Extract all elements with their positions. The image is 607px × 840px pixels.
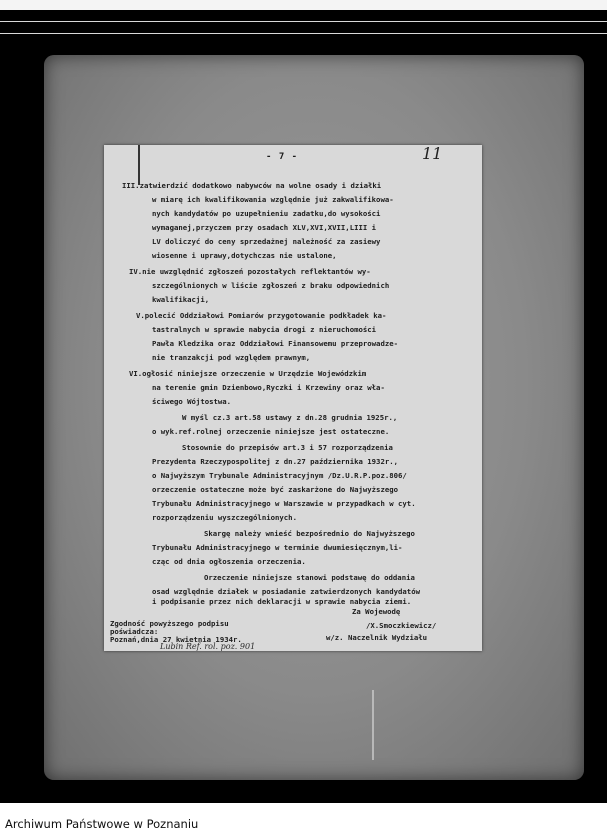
text-line: wymaganej,przyczem przy osadach XLV,XVI,XVII,LIII i bbox=[152, 223, 377, 232]
page-number: - 7 - bbox=[266, 152, 299, 162]
divider-line bbox=[0, 33, 607, 34]
divider-line bbox=[0, 21, 607, 22]
text-line: nie tranzakcji pod względem prawnym, bbox=[152, 353, 311, 362]
text-line: ściwego Wójtostwa. bbox=[152, 397, 232, 406]
text-line: kwalifikacji, bbox=[152, 295, 210, 304]
text-line: Trybunału Administracyjnego w terminie dwumiesięcznym,li- bbox=[152, 543, 403, 552]
text-line: W myśl cz.3 art.58 ustawy z dn.28 grudnia 1925r., bbox=[182, 413, 398, 422]
text-line: i podpisanie przez nich deklaracji w sprawie nabycia ziemi. bbox=[152, 597, 412, 606]
text-line: Trybunału Administracyjnego w Warszawie w przypadkach w cyt. bbox=[152, 499, 416, 508]
text-line: Prezydenta Rzeczypospolitej z dn.27 października 1932r., bbox=[152, 457, 399, 466]
text-line: o Najwyższym Trybunale Administracyjnym /Dz.U.R.P.poz.806/ bbox=[152, 471, 407, 480]
text-line: III.zatwierdzić dodatkowo nabywców na wolne osady i działki bbox=[122, 181, 382, 190]
archive-name: Archiwum Państwowe w Poznaniu bbox=[5, 817, 199, 831]
text-line: wiosenne i uprawy,dotychczas nie ustalone, bbox=[152, 251, 337, 260]
text-line: VI.ogłosić niniejsze orzeczenie w Urzędzie Wojewódzkim bbox=[129, 369, 367, 378]
text-line: cząc od dnia ogłoszenia orzeczenia. bbox=[152, 557, 306, 566]
text-line: Pawła Kledzika oraz Oddziałowi Finansowemu przeprowadze- bbox=[152, 339, 399, 348]
text-line: IV.nie uwzględnić zgłoszeń pozostałych reflektantów wy- bbox=[129, 267, 371, 276]
text-line: Stosownie do przepisów art.3 i 57 rozporządzenia bbox=[182, 443, 393, 452]
signature-title: Za Wojewodę bbox=[352, 607, 401, 616]
top-strip bbox=[0, 0, 607, 10]
date-line: Poznań,dnia 27 kwietnia 1934r. bbox=[110, 635, 242, 644]
text-line: V.polecić Oddziałowi Pomiarów przygotowanie podkładek ka- bbox=[136, 311, 387, 320]
text-line: rozporządzeniu wyszczególnionych. bbox=[152, 513, 297, 522]
text-line: tastralnych w sprawie nabycia drogi z nieruchomości bbox=[152, 325, 377, 334]
text-line: na terenie gmin Dzienbowo,Ryczki i Krzewiny oraz wła- bbox=[152, 383, 385, 392]
film-scratch bbox=[372, 690, 374, 760]
signatory-role: w/z. Naczelnik Wydziału bbox=[326, 633, 428, 642]
folio-number: 11 bbox=[422, 145, 443, 163]
certification-text: Zgodność powyższego podpisu bbox=[110, 619, 229, 628]
text-line: w miarę ich kwalifikowania względnie już zakwalifikowa- bbox=[152, 195, 394, 204]
certification-text: poświadcza: bbox=[110, 627, 159, 636]
text-line: nych kandydatów po uzupełnieniu zadatku,do wysokości bbox=[152, 209, 381, 218]
handwritten-note: Lubin Ref. rol. poz. 901 bbox=[160, 642, 256, 651]
text-line: osad względnie działek w posiadanie zatwierdzonych kandydatów bbox=[152, 587, 420, 596]
text-line: orzeczenie ostateczne może być zaskarżone do Najwyższego bbox=[152, 485, 399, 494]
text-line: Orzeczenie niniejsze stanowi podstawę do oddania bbox=[204, 573, 415, 582]
text-line: szczególnionych w liście zgłoszeń z braku odpowiednich bbox=[152, 281, 390, 290]
text-line: o wyk.ref.rolnej orzeczenie niniejsze jest ostateczne. bbox=[152, 427, 390, 436]
signatory-name: /X.Smoczkiewicz/ bbox=[366, 621, 437, 630]
text-line: LV doliczyć do ceny sprzedażnej należność za zasiewy bbox=[152, 237, 381, 246]
scanned-document-page bbox=[104, 145, 482, 651]
text-line: Skargę należy wnieść bezpośrednio do Najwyższego bbox=[204, 529, 415, 538]
